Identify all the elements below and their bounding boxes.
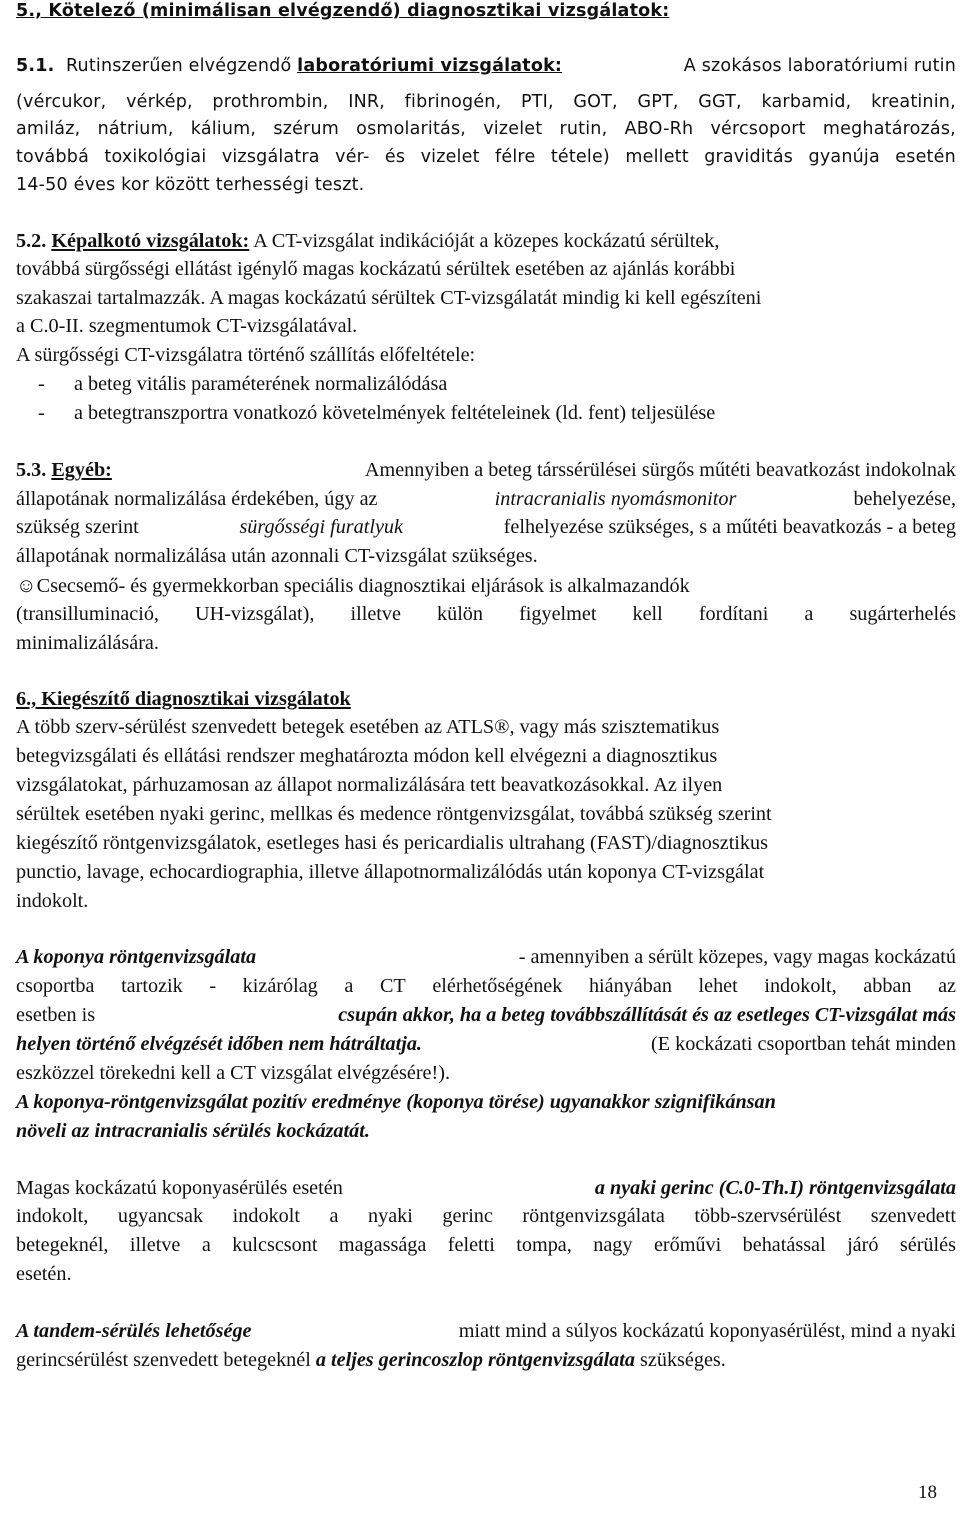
s6-p1-line-1: A több szerv-sérülést szenvedett betegek esetében az ATLS®, vagy más szisztematikus (16, 716, 720, 738)
s6-p1-line-4: sérültek esetében nyaki gerinc, mellkas és medence röntgenvizsgálat, továbbá szükség szerint (16, 803, 772, 825)
s53-line-5: ☺Csecsemő- és gyermekkorban speciális diagnosztikai eljárások is alkalmazandók (16, 575, 690, 597)
s6-p4-line-1: A tandem-sérülés lehetősége miatt mind a súlyos kockázatú koponyasérülést, mind a nyaki (16, 1320, 956, 1342)
s52-line-3: szakaszai tartalmazzák. A magas kockázatú sérültek CT-vizsgálatát mindig ki kell egészíteni (16, 287, 762, 309)
s6-p3-line-4: esetén. (16, 1263, 72, 1285)
s53-number: 5.3. (16, 459, 47, 481)
s52-line-5: A sürgősségi CT-vizsgálatra történő szállítás előfeltétele: (16, 344, 476, 366)
section-5-heading: 5., Kötelező (minimálisan elvégzendő) diagnosztikai vizsgálatok: (16, 1, 670, 21)
s6-p1-line-7: indokolt. (16, 890, 89, 912)
s6-p1-line-6: punctio, lavage, echocardiographia, illetve állapotnormalizálódás után koponya CT-vizsgálat (16, 861, 765, 883)
s52-line-1: 5.2. Képalkotó vizsgálatok: A CT-vizsgálat indikációját a közepes kockázatú sérültek, (16, 230, 720, 252)
s53-line-6: (transilluminació, UH-vizsgálat), illetve külön figyelmet kell fordítani a sugárterhelés (16, 603, 956, 625)
smiley-icon: ☺ (16, 575, 37, 597)
section-6-heading: 6., Kiegészítő diagnosztikai vizsgálatok (16, 688, 351, 710)
s52-number: 5.2. (16, 230, 47, 252)
s51-number: 5.1. (16, 56, 55, 76)
s6-p1-line-2: betegvizsgálati és ellátási rendszer meghatározta módon kell elvégezni a diagnosztikus (16, 745, 718, 767)
s51-line-2: (vércukor, vérkép, prothrombin, INR, fibrinogén, PTI, GOT, GPT, GGT, karbamid, kreatinin, (16, 92, 956, 112)
s6-p4-line-2: gerincsérülést szenvedett betegeknél a teljes gerincoszlop röntgenvizsgálata szükséges. (16, 1349, 726, 1371)
s6-p3-line-3: betegeknél, illetve a kulcscsont magassága feletti tompa, nagy erőművi behatással járó sérülés (16, 1234, 956, 1256)
s51-label: laboratóriumi vizsgálatok: (297, 56, 563, 76)
s53-line-7: minimalizálására. (16, 632, 159, 654)
s6-p2-line-6: A koponya-röntgenvizsgálat pozitív eredménye (koponya törése) ugyanakkor szignifikánsan (16, 1091, 776, 1113)
s6-p2-line-5: eszközzel törekedni kell a CT vizsgálat elvégzésére!). (16, 1062, 451, 1084)
bullet-dash: - (38, 373, 45, 395)
s6-p2-line-2: csoportba tartozik - kizárólag a CT elérhetőségének hiányában lehet indokolt, abban az (16, 975, 956, 997)
s52-line-4: a C.0-II. szegmentumok CT-vizsgálatával. (16, 315, 358, 337)
s53-line-3: szükség szerint sürgősségi furatlyuk felhelyezése szükséges, s a műtéti beavatkozás - a beteg (16, 516, 956, 538)
s53-line-1: 5.3. Egyéb: Amennyiben a beteg társsérülései sürgős műtéti beavatkozást indokolnak (16, 459, 956, 481)
s6-p3-line-1: Magas kockázatú koponyasérülés esetén a nyaki gerinc (C.0-Th.I) röntgenvizsgálata (16, 1177, 956, 1199)
s6-p2-line-3: esetben is csupán akkor, ha a beteg továbbszállítását és az esetleges CT-vizsgálat más (16, 1004, 956, 1026)
s51-line-1: 5.1. Rutinszerűen elvégzendő laboratóriumi vizsgálatok: A szokásos laboratóriumi rutin (16, 56, 956, 76)
s52-label: Képalkotó vizsgálatok: (51, 230, 250, 252)
s51-line-4: továbbá toxikológiai vizsgálatra vér- és vizelet félre tétele) mellett graviditás gyanúja esetén (16, 147, 956, 167)
s6-p3-line-2: indokolt, ugyancsak indokolt a nyaki gerinc röntgenvizsgálata több-szervsérülést szenvedett (16, 1205, 956, 1227)
s53-label: Egyéb: (51, 459, 112, 481)
s6-p1-line-5: kiegészítő röntgenvizsgálatok, esetleges hasi és pericardialis ultrahang (FAST)/diagnosztikus (16, 832, 768, 854)
s6-p2-line-4: helyen történő elvégzését időben nem hátráltatja. (E kockázati csoportban tehát minden (16, 1033, 956, 1055)
s6-p1-line-3: vizsgálatokat, párhuzamosan az állapot normalizálására tett beavatkozásokkal. Az ilyen (16, 774, 723, 796)
bullet-dash: - (38, 402, 45, 424)
s51-line-3: amiláz, nátrium, kálium, szérum osmolaritás, vizelet rutin, ABO-Rh vércsoport meghatározás, (16, 119, 956, 139)
s51-line-5: 14-50 éves kor között terhességi teszt. (16, 175, 365, 195)
s53-line-2: állapotának normalizálása érdekében, úgy az intracranialis nyomásmonitor behelyezése, (16, 488, 956, 510)
s6-p2-line-7: növeli az intracranialis sérülés kockázatát. (16, 1120, 370, 1142)
s6-p2-line-1: A koponya röntgenvizsgálata - amennyiben a sérült közepes, vagy magas kockázatú (16, 946, 956, 968)
page-number: 18 (918, 1482, 937, 1503)
s53-line-4: állapotának normalizálása után azonnali CT-vizsgálat szükséges. (16, 545, 538, 567)
s52-line-2: továbbá sürgősségi ellátást igénylő magas kockázatú sérültek esetében az ajánlás korábbi (16, 258, 736, 280)
